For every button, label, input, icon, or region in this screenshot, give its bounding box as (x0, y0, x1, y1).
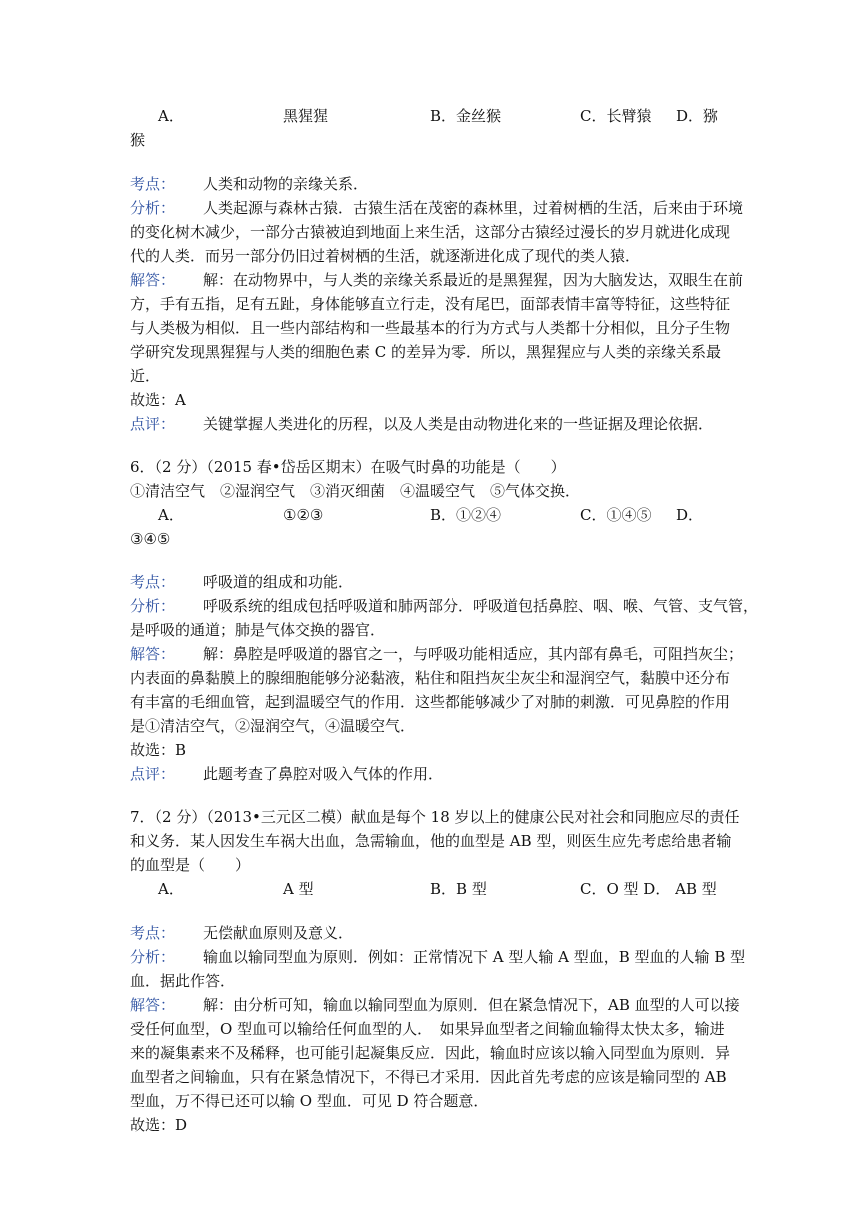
q5-jieda-line-5: 近． (130, 367, 161, 385)
dianping-label: 点评： (130, 765, 176, 783)
q7-option-a-letter: A． (158, 880, 184, 898)
jieda-label: 解答： (130, 996, 176, 1014)
q6-stem: 6．（2 分）（2015 春•岱岳区期末）在吸气时鼻的功能是（ ） (130, 458, 566, 476)
q5-kaodian (130, 172, 368, 196)
q7-kaodian: 考点： 无偿献血原则及意义． (130, 924, 354, 942)
q5-fenxi-line-1: 分析： 人类起源与森林古猿．古猿生活在茂密的森林里，过着树栖的生活，后来由于环境 (130, 199, 744, 217)
q7-jieda-line-5: 型血，万不得已还可以输 O 型血．可见 D 符合题意． (130, 1092, 489, 1110)
q5-option-a-letter: A． (158, 107, 184, 125)
q6-kaodian: 考点： 呼吸道的组成和功能． (130, 573, 354, 591)
q7-stem-line-3: 的血型是（ ） (130, 856, 251, 874)
q7-option-b: B．B 型 (430, 880, 487, 898)
q7-jieda-line-2: 受任何血型，O 型血可以输给任何血型的人． 如果异血型者之间输血输得太快太多，输进 (130, 1020, 725, 1038)
q7-option-c-d: C．O 型 D． AB 型 (580, 880, 717, 898)
kaodian-text: 人类和动物的亲缘关系． (203, 175, 369, 193)
q5-answer: 故选：A (130, 391, 186, 409)
jieda-label: 解答： (130, 645, 176, 663)
q5-option-b: B．金丝猴 (430, 107, 502, 125)
q6-option-a-letter: A． (158, 506, 184, 524)
fenxi-label: 分析： (130, 597, 176, 615)
q6-jieda-line-2: 内表面的鼻黏膜上的腺细胞能够分泌黏液，粘住和阻挡灰尘灰尘和湿润空气，黏膜中还分布 (130, 669, 731, 687)
q6-jieda-line-3: 有丰富的毛细血管，起到温暖空气的作用．这些都能够减少了对肺的刺激．可见鼻腔的作用 (130, 693, 731, 711)
q6-dianping: 点评： 此题考查了鼻腔对吸入气体的作用． (130, 765, 444, 783)
q5-option-a-text: 黑猩猩 (283, 107, 329, 125)
kaodian-label: 考点： (130, 573, 176, 591)
q5-jieda-line-2: 方，手有五指，足有五趾，身体能够直立行走，没有尾巴，面部表情丰富等特征，这些特征 (130, 295, 731, 313)
q7-answer: 故选：D (130, 1116, 188, 1134)
q6-option-d-continued: ③④⑤ (130, 530, 171, 548)
q6-fenxi-line-2: 是呼吸的通道；肺是气体交换的器官． (130, 621, 386, 639)
q5-option-d-continued: 猴 (130, 131, 146, 149)
kaodian-label: 考点： (130, 924, 176, 942)
kaodian-label: 考点： (130, 175, 176, 193)
q6-jieda-line-4: 是①清洁空气，②湿润空气，④温暖空气． (130, 717, 416, 735)
fenxi-label: 分析： (130, 199, 176, 217)
q7-stem-line-1: 7．（2 分）（2013•三元区二模）献血是每个 18 岁以上的健康公民对社会和同胞应尽的责任 (130, 808, 740, 826)
q6-jieda-line-1: 解答： 解：鼻腔是呼吸道的器官之一，与呼吸功能相适应，其内部有鼻毛，可阻挡灰尘； (130, 645, 744, 663)
q5-option-c: C．长臂猿 (580, 107, 652, 125)
q7-jieda-line-4: 血型者之间输血，只有在紧急情况下，不得已才采用．因此首先考虑的应该是输同型的 AB (130, 1068, 727, 1086)
q5-dianping: 点评： 关键掌握人类进化的历程，以及人类是由动物进化来的一些证据及理论依据． (130, 415, 714, 433)
q5-jieda-line-1: 解答： 解：在动物界中，与人类的亲缘关系最近的是黑猩猩，因为大脑发达，双眼生在前 (130, 271, 744, 289)
q5-jieda-line-3: 与人类极为相似．且一些内部结构和一些最基本的行为方式与人类都十分相似，且分子生物 (130, 319, 731, 337)
q6-option-b: B．①②④ (430, 506, 502, 524)
q7-stem-line-2: 和义务．某人因发生车祸大出血，急需输血，他的血型是 AB 型，则医生应先考虑给患者输 (130, 832, 732, 850)
q6-option-a-text: ①②③ (283, 506, 324, 524)
q7-jieda-line-1: 解答： 解：由分析可知，输血以输同型血为原则．但在紧急情况下，AB 血型的人可以接 (130, 996, 740, 1014)
q6-answer: 故选：B (130, 741, 187, 759)
q6-items: ①清洁空气 ②湿润空气 ③消灭细菌 ④温暖空气 ⑤气体交换． (130, 482, 581, 500)
q7-fenxi-line-1: 分析： 输血以输同型血为原则．例如：正常情况下 A 型人输 A 型血，B 型血的人输 B 型 (130, 948, 746, 966)
q5-fenxi-line-2: 的变化树木减少，一部分古猿被迫到地面上来生活，这部分古猿经过漫长的岁月就进化成现 (130, 223, 731, 241)
q7-jieda-line-3: 来的凝集素来不及稀释，也可能引起凝集反应．因此，输血时应该以输入同型血为原则．异 (130, 1044, 731, 1062)
q5-jieda-line-4: 学研究发现黑猩猩与人类的细胞色素 C 的差异为零．所以，黑猩猩应与人类的亲缘关系最 (130, 343, 722, 361)
dianping-label: 点评： (130, 415, 176, 433)
q7-fenxi-line-2: 血．据此作答． (130, 972, 236, 990)
q6-option-c: C．①④⑤ (580, 506, 652, 524)
q7-option-a-text: A 型 (283, 880, 314, 898)
q6-fenxi-line-1: 分析： 呼吸系统的组成包括呼吸道和肺两部分．呼吸道包括鼻腔、咽、喉、气管、支气管， (130, 597, 759, 615)
q5-fenxi-line-3: 代的人类．而另一部分仍旧过着树栖的生活，就逐渐进化成了现代的类人猿． (130, 247, 641, 265)
q5-option-d: D．猕 (676, 107, 719, 125)
jieda-label: 解答： (130, 271, 176, 289)
q6-option-d: D． (676, 506, 704, 524)
fenxi-label: 分析： (130, 948, 176, 966)
